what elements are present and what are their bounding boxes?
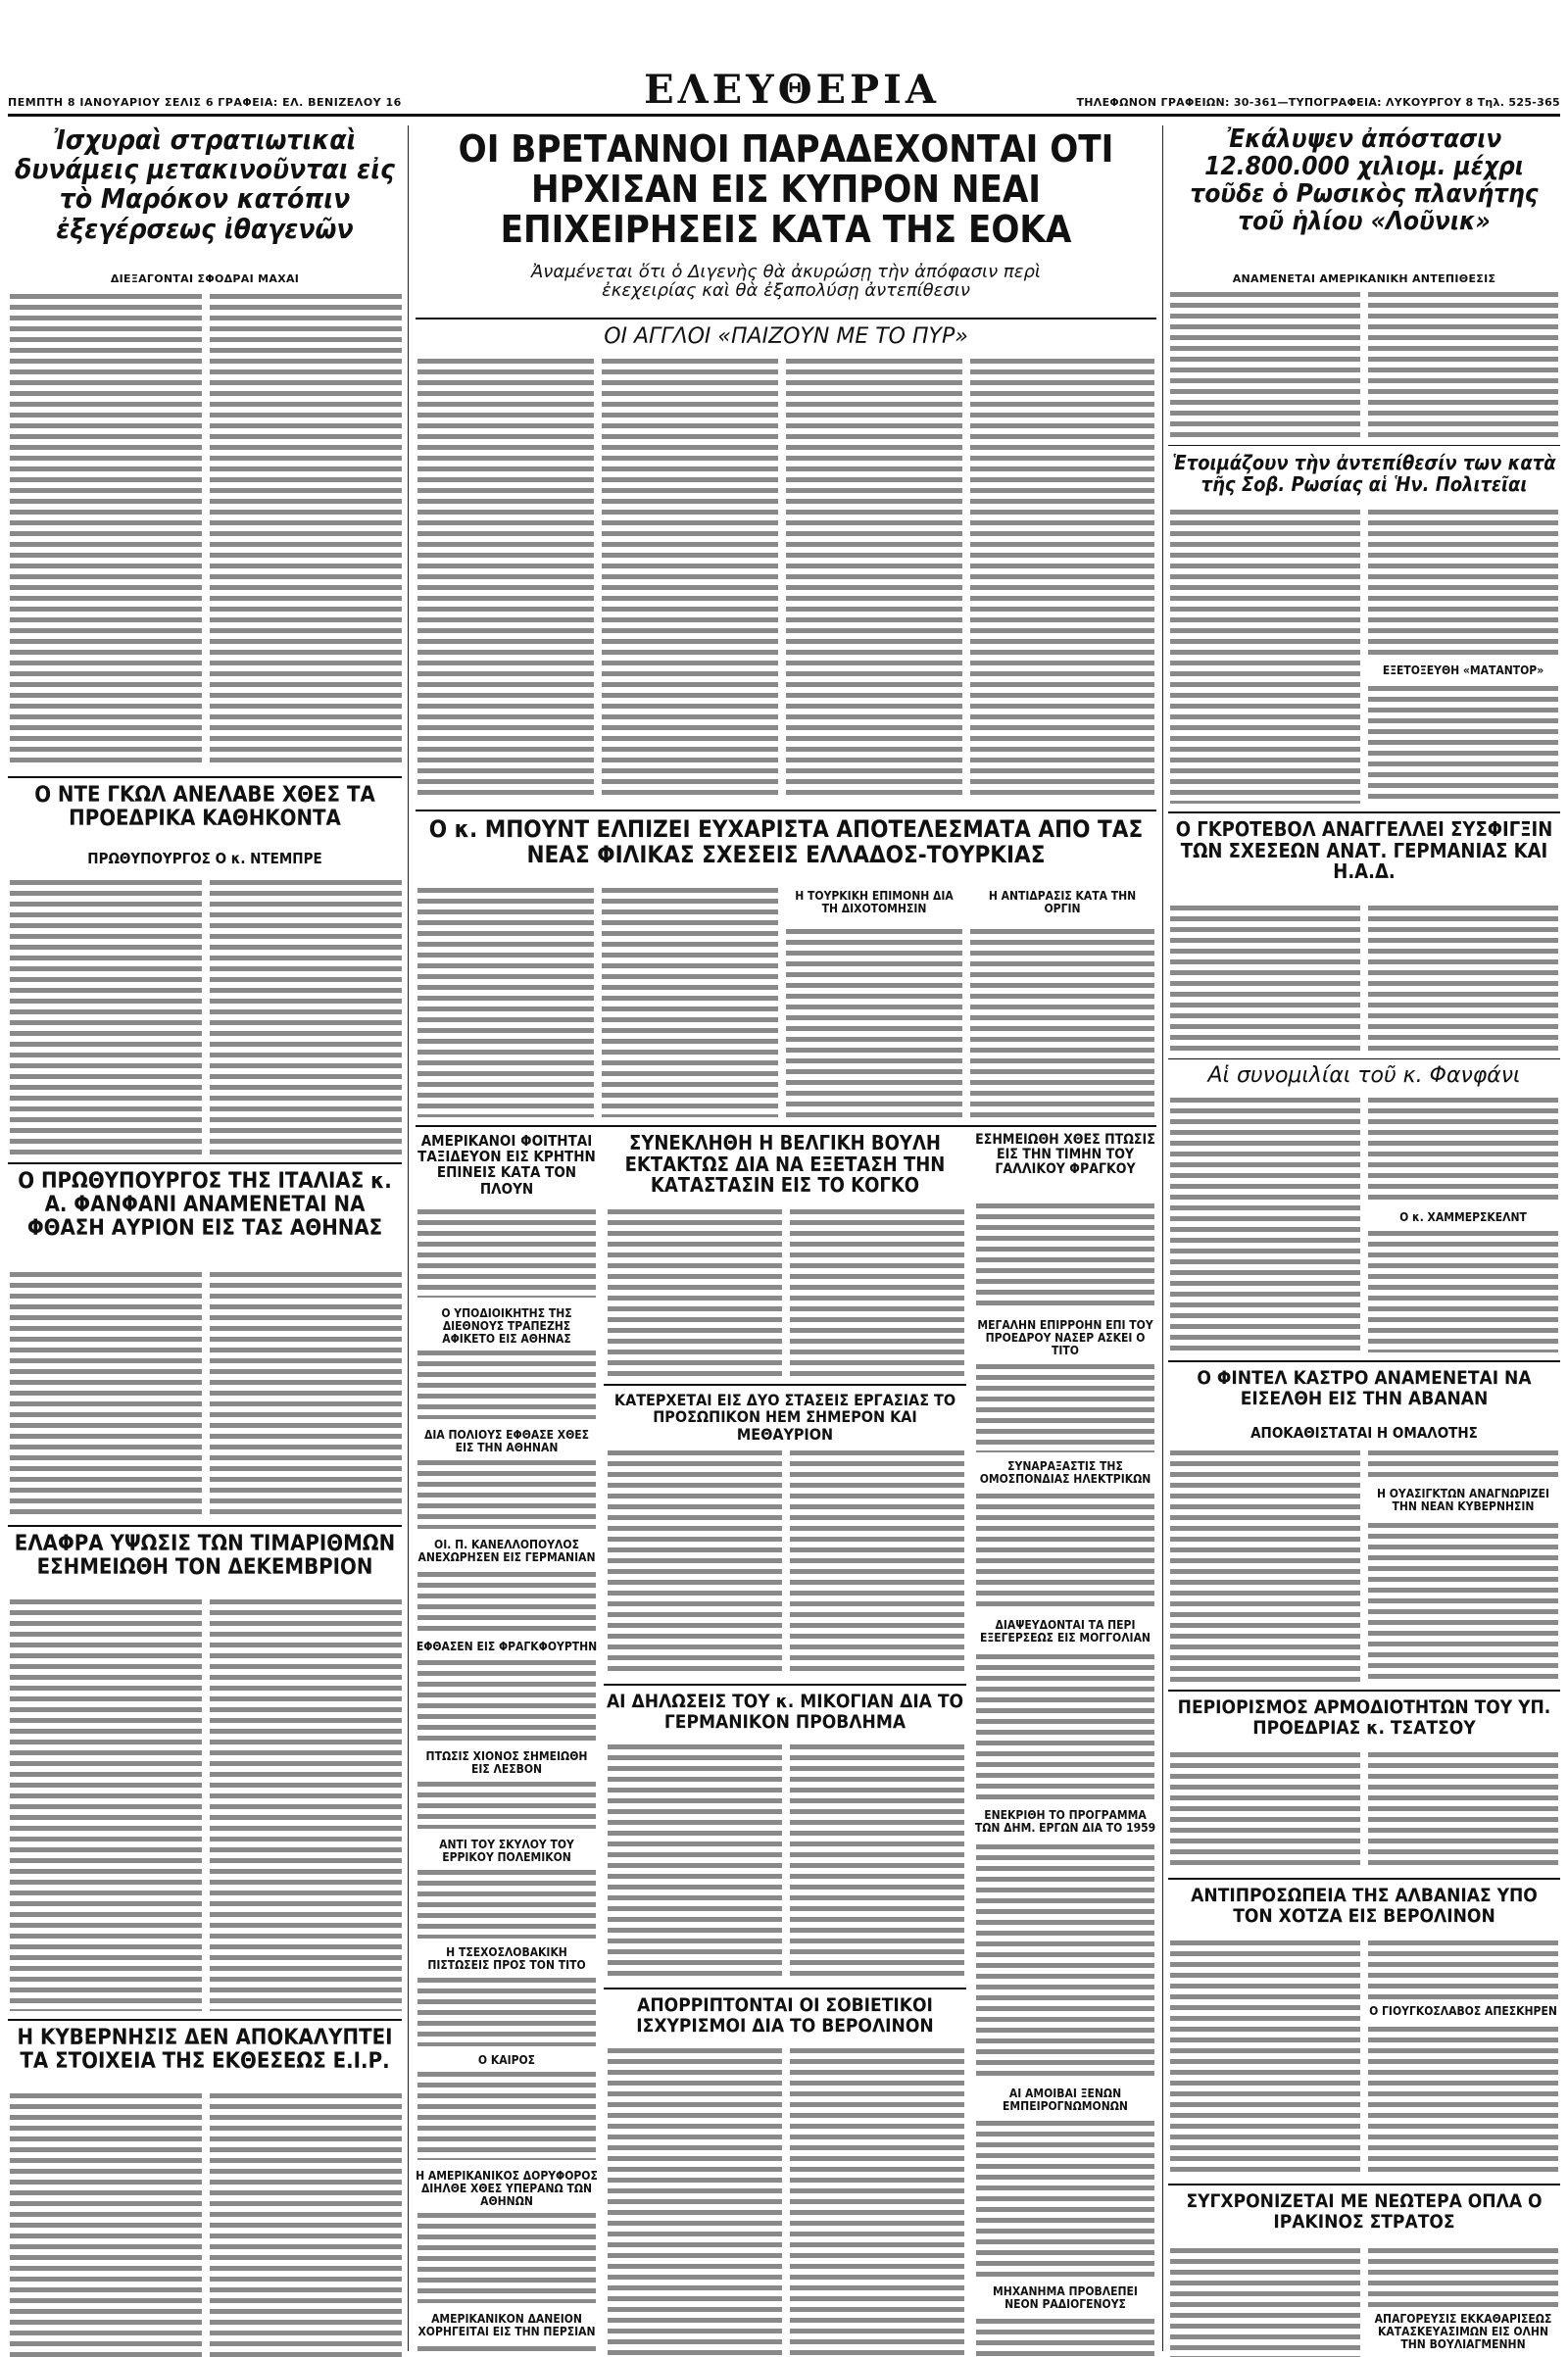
small-headline: ΟΙ. Π. ΚΑΝΕΛΛΟΠΟΥΛΟΣ ΑΝΕΧΩΡΗΣΕΝ ΕΙΣ ΓΕΡΜΑΝΙΑΝ <box>417 1538 596 1564</box>
headline-franc: ΕΣΗΜΕΙΩΘΗ ΧΘΕΣ ΠΤΩΣΙΣ ΕΙΣ ΤΗΝ ΤΙΜΗΝ ΤΟΥ ΓΑΛΛΙΚΟΥ ΦΡΑΓΚΟΥ <box>975 1132 1155 1178</box>
box-yugoslav: Ο ΓΙΟΥΓΚΟΣΛΑΒΟΣ ΑΠΕΣΚΗΡΕΝ <box>1369 2004 1557 2018</box>
headline-morocco: Ἰσχυραὶ στρατιωτικαὶ δυνάμεις μετακινοῦνται εἰς τὸ Μαρόκον κατόπιν ἐξεγέρσεως ἰθαγενῶν <box>15 123 395 245</box>
small-headline: Η ΑΜΕΡΙΚΑΝΙΚΟΣ ΔΟΡΥΦΟΡΟΣ ΔΙΗΛΘΕ ΧΘΕΣ ΥΠΕΡΑΝΩ ΤΩΝ ΑΘΗΝΩΝ <box>416 2169 598 2208</box>
article-text <box>1368 1450 1558 1480</box>
article-text <box>210 1272 402 1517</box>
divider <box>1168 1690 1560 1692</box>
masthead <box>8 6 1560 122</box>
box-turkish-insistence: Η ΤΟΥΡΚΙΚΗ ΕΠΙΜΟΝΗ ΔΙΑ ΤΗ ΔΙΧΟΤΟΜΗΣΙΝ <box>795 889 954 915</box>
article-text <box>976 2121 1154 2278</box>
divider <box>1168 2184 1560 2185</box>
lead-headline: ΟΙ ΒΡΕΤΑΝΝΟΙ ΠΑΡΑΔΕΧΟΝΤΑΙ ΟΤΙ ΗΡΧΙΣΑΝ ΕΙΣ ΚΥΠΡΟΝ ΝΕΑΙ ΕΠΙΧΕΙΡΗΣΕΙΣ ΚΑΤΑ ΤΗΣ ΕΟΚΑ <box>458 127 1114 252</box>
headline-grotewohl: Ο ΓΚΡΟΤΕΒΟΛ ΑΝΑΓΓΕΛΛΕΙ ΣΥΣΦΙΓΞΙΝ ΤΩΝ ΣΧΕΣΕΩΝ ΑΝΑΤ. ΓΕΡΜΑΝΙΑΣ ΚΑΙ Η.Α.Δ. <box>1175 817 1553 884</box>
article-text <box>1170 1752 1360 1870</box>
article-text <box>417 2346 596 2357</box>
small-headline: ΜΗΧΑΝΗΜΑ ΠΡΟΒΛΕΠΕΙ ΝΕΟΝ ΡΑΔΙΟΓΕΝΟΥΣ <box>993 2284 1138 2311</box>
article-text <box>608 1744 782 1980</box>
small-headline: ΕΝΕΚΡΙΘΗ ΤΟ ΠΡΟΓΡΑΜΜΑ ΤΩΝ ΔΗΜ. ΕΡΓΩΝ ΔΙΑ ΤΟ 1959 <box>974 1808 1156 1835</box>
article-text <box>10 1272 202 1517</box>
article-text <box>417 359 594 800</box>
article-text <box>417 2213 596 2303</box>
divider <box>8 776 402 778</box>
article-text <box>1368 686 1558 804</box>
small-headline: ΕΦΘΑΣΕΝ ΕΙΣ ΦΡΑΓΚΦΟΥΡΤΗΝ <box>416 1640 598 1653</box>
article-text <box>210 1599 402 2011</box>
article-text <box>417 2072 596 2160</box>
small-headline: ΑΙ ΑΜΟΙΒΑΙ ΞΕΝΩΝ ΕΜΠΕΙΡΟΓΝΩΜΟΝΩΝ <box>1003 2087 1128 2113</box>
headline-strikes: ΚΑΤΕΡΧΕΤΑΙ ΕΙΣ ΔΥΟ ΣΤΑΣΕΙΣ ΕΡΓΑΣΙΑΣ ΤΟ ΠΡΟΣΩΠΙΚΟΝ ΗΕΜ ΣΗΜΕΡΟΝ ΚΑΙ ΜΕΘΑΥΡΙΟΝ <box>613 1391 956 1444</box>
article-text <box>1170 2248 1360 2357</box>
box-matador: ΕΞΕΤΟΞΕΥΘΗ «ΜΑΤΑΝΤΟΡ» <box>1382 663 1544 677</box>
article-text <box>1170 1940 1360 2176</box>
headline-castro: Ο ΦΙΝΤΕΛ ΚΑΣΤΡΟ ΑΝΑΜΕΝΕΤΑΙ ΝΑ ΕΙΣΕΛΘΗ ΕΙΣ ΤΗΝ ΑΒΑΝΑΝ <box>1197 1367 1532 1409</box>
article-text <box>1170 906 1360 1053</box>
article-text <box>1170 510 1360 804</box>
article-text <box>1170 1098 1360 1352</box>
divider <box>416 810 1156 811</box>
article-text <box>1368 1752 1558 1870</box>
newspaper-title: ΕΛΕΥΘΕΡΙΑ <box>644 67 940 113</box>
article-text <box>417 888 594 1117</box>
article-text <box>608 1209 782 1376</box>
headline-lunik: Ἐκάλυψεν ἀπόστασιν 12.800.000 χιλιομ. μέχρι τοῦδε ὁ Ρωσικὸς πλανήτης τοῦ ἡλίου «Λοῦνικ» <box>1190 124 1539 237</box>
column-rule <box>1162 125 1163 2351</box>
divider <box>1168 1878 1560 1880</box>
box-vouliagmeni: ΑΠΑΓΟΡΕΥΣΙΣ ΕΚΚΑΘΑΡΙΣΕΩΣ ΚΑΤΑΣΚΕΥΑΣΙΜΩΝ ΕΙΣ ΟΛΗΝ ΤΗΝ ΒΟΥΛΙΑΓΜΕΝΗΝ <box>1374 2312 1552 2351</box>
article-text <box>970 359 1154 800</box>
headline-counteroffensive: Ἑτοιμάζουν τὴν ἀντεπίθεσίν των κατὰ τῆς Σοβ. Ρωσίας αἱ Ἡν. Πολιτεῖαι <box>1172 451 1556 496</box>
box-washington-recognizes: Η ΟΥΑΣΙΓΚΤΩΝ ΑΝΑΓΝΩΡΙΖΕΙ ΤΗΝ ΝΕΑΝ ΚΥΒΕΡΝΗΣΙΝ <box>1376 1487 1550 1513</box>
article-text <box>1368 1523 1558 1682</box>
article-text <box>417 1460 596 1529</box>
article-text <box>417 1660 596 1743</box>
article-text <box>790 2048 964 2357</box>
headline-eir-report: Η ΚΥΒΕΡΝΗΣΙΣ ΔΕΝ ΑΠΟΚΑΛΥΠΤΕΙ ΤΑ ΣΤΟΙΧΕΙΑ ΤΗΣ ΕΚΘΕΣΕΩΣ Ε.Ι.Ρ. <box>17 2026 393 2074</box>
divider <box>8 1525 402 1527</box>
box-hammarskjold: Ο κ. ΧΑΜΜΕΡΣΚΕΛΝΤ <box>1399 1210 1527 1224</box>
article-text <box>1368 1231 1558 1352</box>
article-text <box>417 1350 596 1419</box>
article-text <box>786 359 962 800</box>
small-headline: ΔΙΑΨΕΥΔΟΝΤΑΙ ΤΑ ΠΕΡΙ ΕΞΕΓΕΡΣΕΩΣ ΕΙΣ ΜΟΓΓΟΛΙΑΝ <box>980 1618 1151 1645</box>
left-column <box>8 125 402 2351</box>
divider <box>1168 1058 1560 1059</box>
subhead-de-gaulle: ΠΡΩΘΥΠΟΥΡΓΟΣ Ο κ. ΝΤΕΜΠΡΕ <box>87 850 322 867</box>
headline-soviet-claims: ΑΠΟΡΡΙΠΤΟΝΤΑΙ ΟΙ ΣΟΒΙΕΤΙΚΟΙ ΙΣΧΥΡΙΣΜΟΙ ΔΙΑ ΤΟ ΒΕΡΟΛΙΝΟΝ <box>636 1994 934 2037</box>
divider <box>1168 445 1560 446</box>
article-text <box>1368 1098 1558 1205</box>
small-headline: ΑΜΕΡΙΚΑΝΙΚΟΝ ΔΑΝΕΙΟΝ ΧΟΡΗΓΕΙΤΑΙ ΕΙΣ ΤΗΝ ΠΕΡΣΙΑΝ <box>417 2312 596 2338</box>
article-text <box>1170 1450 1360 1682</box>
headline-bunt: Ο κ. ΜΠΟΥΝΤ ΕΛΠΙΖΕΙ ΕΥΧΑΡΙΣΤΑ ΑΠΟΤΕΛΕΣΜΑΤΑ ΑΠΟ ΤΑΣ ΝΕΑΣ ΦΙΛΙΚΑΣ ΣΧΕΣΕΙΣ ΕΛΛΑΔΟΣ-ΤΟΥΡΚΙΑΣ <box>428 815 1144 868</box>
divider <box>8 1162 402 1164</box>
headline-mikoyan: ΑΙ ΔΗΛΩΣΕΙΣ ΤΟΥ κ. ΜΙΚΟΓΙΑΝ ΔΙΑ ΤΟ ΓΕΡΜΑΝΙΚΟΝ ΠΡΟΒΛΗΜΑ <box>606 1691 964 1733</box>
right-column <box>1168 125 1560 2351</box>
headline-price-index: ΕΛΑΦΡΑ ΥΨΩΣΙΣ ΤΩΝ ΤΙΜΑΡΙΘΜΩΝ ΕΣΗΜΕΙΩΘΗ ΤΟΝ ΔΕΚΕΜΒΡΙΟΝ <box>14 1532 396 1580</box>
article-text <box>1368 2248 1558 2307</box>
divider <box>1168 811 1560 813</box>
headline-fanfani: Ο ΠΡΩΘΥΠΟΥΡΓΟΣ ΤΗΣ ΙΤΑΛΙΑΣ κ. Α. ΦΑΝΦΑΝΙ ΑΝΑΜΕΝΕΤΑΙ ΝΑ ΦΘΑΣΗ ΑΥΡΙΟΝ ΕΙΣ ΤΑΣ ΑΘΗΝΑΣ <box>18 1169 392 1241</box>
article-text <box>976 1654 1154 1801</box>
divider <box>604 1384 966 1386</box>
article-text <box>10 1599 202 2011</box>
article-text <box>1368 2027 1558 2176</box>
masthead-rule <box>8 114 1560 117</box>
small-headline: Ο ΚΑΙΡΟΣ <box>477 2053 536 2067</box>
divider <box>604 1684 966 1686</box>
article-text <box>1368 906 1558 1053</box>
article-text <box>1368 510 1558 657</box>
article-text <box>602 888 778 1117</box>
article-text <box>786 929 962 1117</box>
article-text <box>1368 292 1558 439</box>
article-text <box>790 1744 964 1980</box>
article-text <box>976 1494 1154 1611</box>
article-text <box>10 2093 202 2357</box>
small-headline: ΑΝΤΙ ΤΟΥ ΣΚΥΛΟΥ ΤΟΥ ΕΡΡΙΚΟΥ ΠΟΛΕΜΙΚΟΝ <box>439 1838 574 1864</box>
date-line: ΠΕΜΠΤΗ 8 ΙΑΝΟΥΑΡΙΟΥ ΣΕΛΙΣ 6 ΓΡΑΦΕΙΑ: ΕΛ. ΒΕΝΙΖΕΛΟΥ 16 <box>8 96 402 109</box>
divider <box>604 1988 966 1989</box>
small-headline: Ο ΥΠΟΔΙΟΙΚΗΤΗΣ ΤΗΣ ΔΙΕΘΝΟΥΣ ΤΡΑΠΕΖΗΣ ΑΦΙΚΕΤΟ ΕΙΣ ΑΘΗΝΑΣ <box>441 1306 572 1346</box>
subhead-morocco: ΔΙΕΞΑΓΟΝΤΑΙ ΣΦΟΔΡΑΙ ΜΑΧΑΙ <box>110 272 300 285</box>
headline-iraq-army: ΣΥΓΧΡΟΝΙΖΕΤΑΙ ΜΕ ΝΕΩΤΕΡΑ ΟΠΛΑ Ο ΙΡΑΚΙΝΟΣ ΣΤΡΑΤΟΣ <box>1186 2190 1543 2233</box>
article-text <box>210 880 402 1154</box>
article-text <box>417 1572 596 1631</box>
article-text <box>790 1450 964 1676</box>
article-text <box>417 1978 596 2046</box>
article-text <box>417 1782 596 1829</box>
small-headline: Η ΤΣΕΧΟΣΛΟΒΑΚΙΚΗ ΠΙΣΤΩΣΕΙΣ ΠΡΟΣ ΤΟΝ ΤΙΤΟ <box>427 1945 586 1972</box>
article-text <box>970 929 1154 1117</box>
box-reaction: Η ΑΝΤΙΔΡΑΣΙΣ ΚΑΤΑ ΤΗΝ ΟΡΓΙΝ <box>988 889 1137 915</box>
small-headline: ΠΤΩΣΙΣ ΧΙΟΝΟΣ ΣΗΜΕΙΩΘΗ ΕΙΣ ΛΕΣΒΟΝ <box>425 1749 588 1776</box>
small-headline: ΣΥΝΑΡΑΞΑΣΤΙΣ ΤΗΣ ΟΜΟΣΠΟΝΔΙΑΣ ΗΛΕΚΤΡΙΚΩΝ <box>979 1459 1152 1486</box>
headline-tsatsos: ΠΕΡΙΟΡΙΣΜΟΣ ΑΡΜΟΔΙΟΤΗΤΩΝ ΤΟΥ ΥΠ. ΠΡΟΕΔΡΙΑΣ κ. ΤΣΑΤΣΟΥ <box>1177 1696 1551 1739</box>
article-text <box>602 359 778 800</box>
lead-subheadline: Ἀναμένεται ὅτι ὁ Διγενὴς θὰ ἀκυρώσῃ τὴν ἀπόφασιν περὶ ἐκεχειρίας καὶ θὰ ἐξαπολύσῃ ἀντεπίθεσιν <box>530 262 1041 302</box>
divider <box>8 2019 402 2021</box>
subhead-castro: ΑΠΟΚΑΘΙΣΤΑΤΑΙ Η ΟΜΑΛΟΤΗΣ <box>1250 1424 1478 1442</box>
headline-albania: ΑΝΤΙΠΡΟΣΩΠΕΙΑ ΤΗΣ ΑΛΒΑΝΙΑΣ ΥΠΟ ΤΟΝ ΧΟΤΖΑ ΕΙΣ ΒΕΡΟΛΙΝΟΝ <box>1191 1885 1538 1927</box>
headline-fanfani-talks: Αἱ συνομιλίαι τοῦ κ. Φανφάνι <box>1207 1063 1521 1088</box>
article-text <box>976 1844 1154 2080</box>
headline-belgian-parliament: ΣΥΝΕΚΛΗΘΗ Η ΒΕΛΓΙΚΗ ΒΟΥΛΗ ΕΚΤΑΚΤΩΣ ΔΙΑ ΝΑ ΕΞΕΤΑΣΗ ΤΗΝ ΚΑΤΑΣΤΑΣΙΝ ΕΙΣ ΤΟ ΚΟΓΚΟ <box>624 1131 946 1198</box>
article-text <box>10 880 202 1154</box>
headline-students: ΑΜΕΡΙΚΑΝΟΙ ΦΟΙΤΗΤΑΙ ΤΑΞΙΔΕΥΟΝ ΕΙΣ ΚΡΗΤΗΝ ΕΠΙΝΕΙΣ ΚΑΤΑ ΤΟΝ ΠΛΟΥΝ <box>417 1132 596 1198</box>
headline-de-gaulle: Ο ΝΤΕ ΓΚΩΛ ΑΝΕΛΑΒΕ ΧΘΕΣ ΤΑ ΠΡΟΕΔΡΙΚΑ ΚΑΘΗΚΟΝΤΑ <box>34 783 375 831</box>
small-headline: ΜΕΓΑΛΗΝ ΕΠΙΡΡΟΗΝ ΕΠΙ ΤΟΥ ΠΡΟΕΔΡΟΥ ΝΑΣΕΡ ΑΣΚΕΙ Ο ΤΙΤΟ <box>977 1318 1153 1357</box>
article-text <box>10 294 202 766</box>
article-text <box>417 1209 596 1298</box>
article-text <box>790 1209 964 1376</box>
center-columns <box>416 125 1156 2351</box>
article-text <box>976 1364 1154 1452</box>
subhead-lunik: ΑΝΑΜΕΝΕΤΑΙ ΑΜΕΡΙΚΑΝΙΚΗ ΑΝΤΕΠΙΘΕΣΙΣ <box>1232 272 1496 285</box>
article-text <box>210 294 402 766</box>
article-text <box>1368 1940 1558 1999</box>
article-text <box>976 1203 1154 1311</box>
article-text <box>1170 292 1360 439</box>
small-headline: ΔΙΑ ΠΟΛΙΟΥΣ ΕΦΘΑΣΕ ΧΘΕΣ ΕΙΣ ΤΗΝ ΑΘΗΝΑΝ <box>423 1428 590 1454</box>
article-text <box>608 2048 782 2357</box>
column-rule <box>408 125 409 2351</box>
divider <box>1168 1360 1560 1362</box>
divider <box>416 318 1156 319</box>
phone-line: ΤΗΛΕΦΩΝΟΝ ΓΡΑΦΕΙΩΝ: 30-361—ΤΥΠΟΓΡΑΦΕΙΑ: ΛΥΚΟΥΡΓΟΥ 8 Τηλ. 525-365 <box>1076 96 1560 109</box>
kicker-headline: ΟΙ ΑΓΓΛΟΙ «ΠΑΙΖΟΥΝ ΜΕ ΤΟ ΠΥΡ» <box>604 324 968 349</box>
article-text <box>976 2319 1154 2357</box>
article-text <box>210 2093 402 2357</box>
article-text <box>417 1870 596 1939</box>
divider <box>416 1125 1156 1127</box>
article-text <box>608 1450 782 1676</box>
